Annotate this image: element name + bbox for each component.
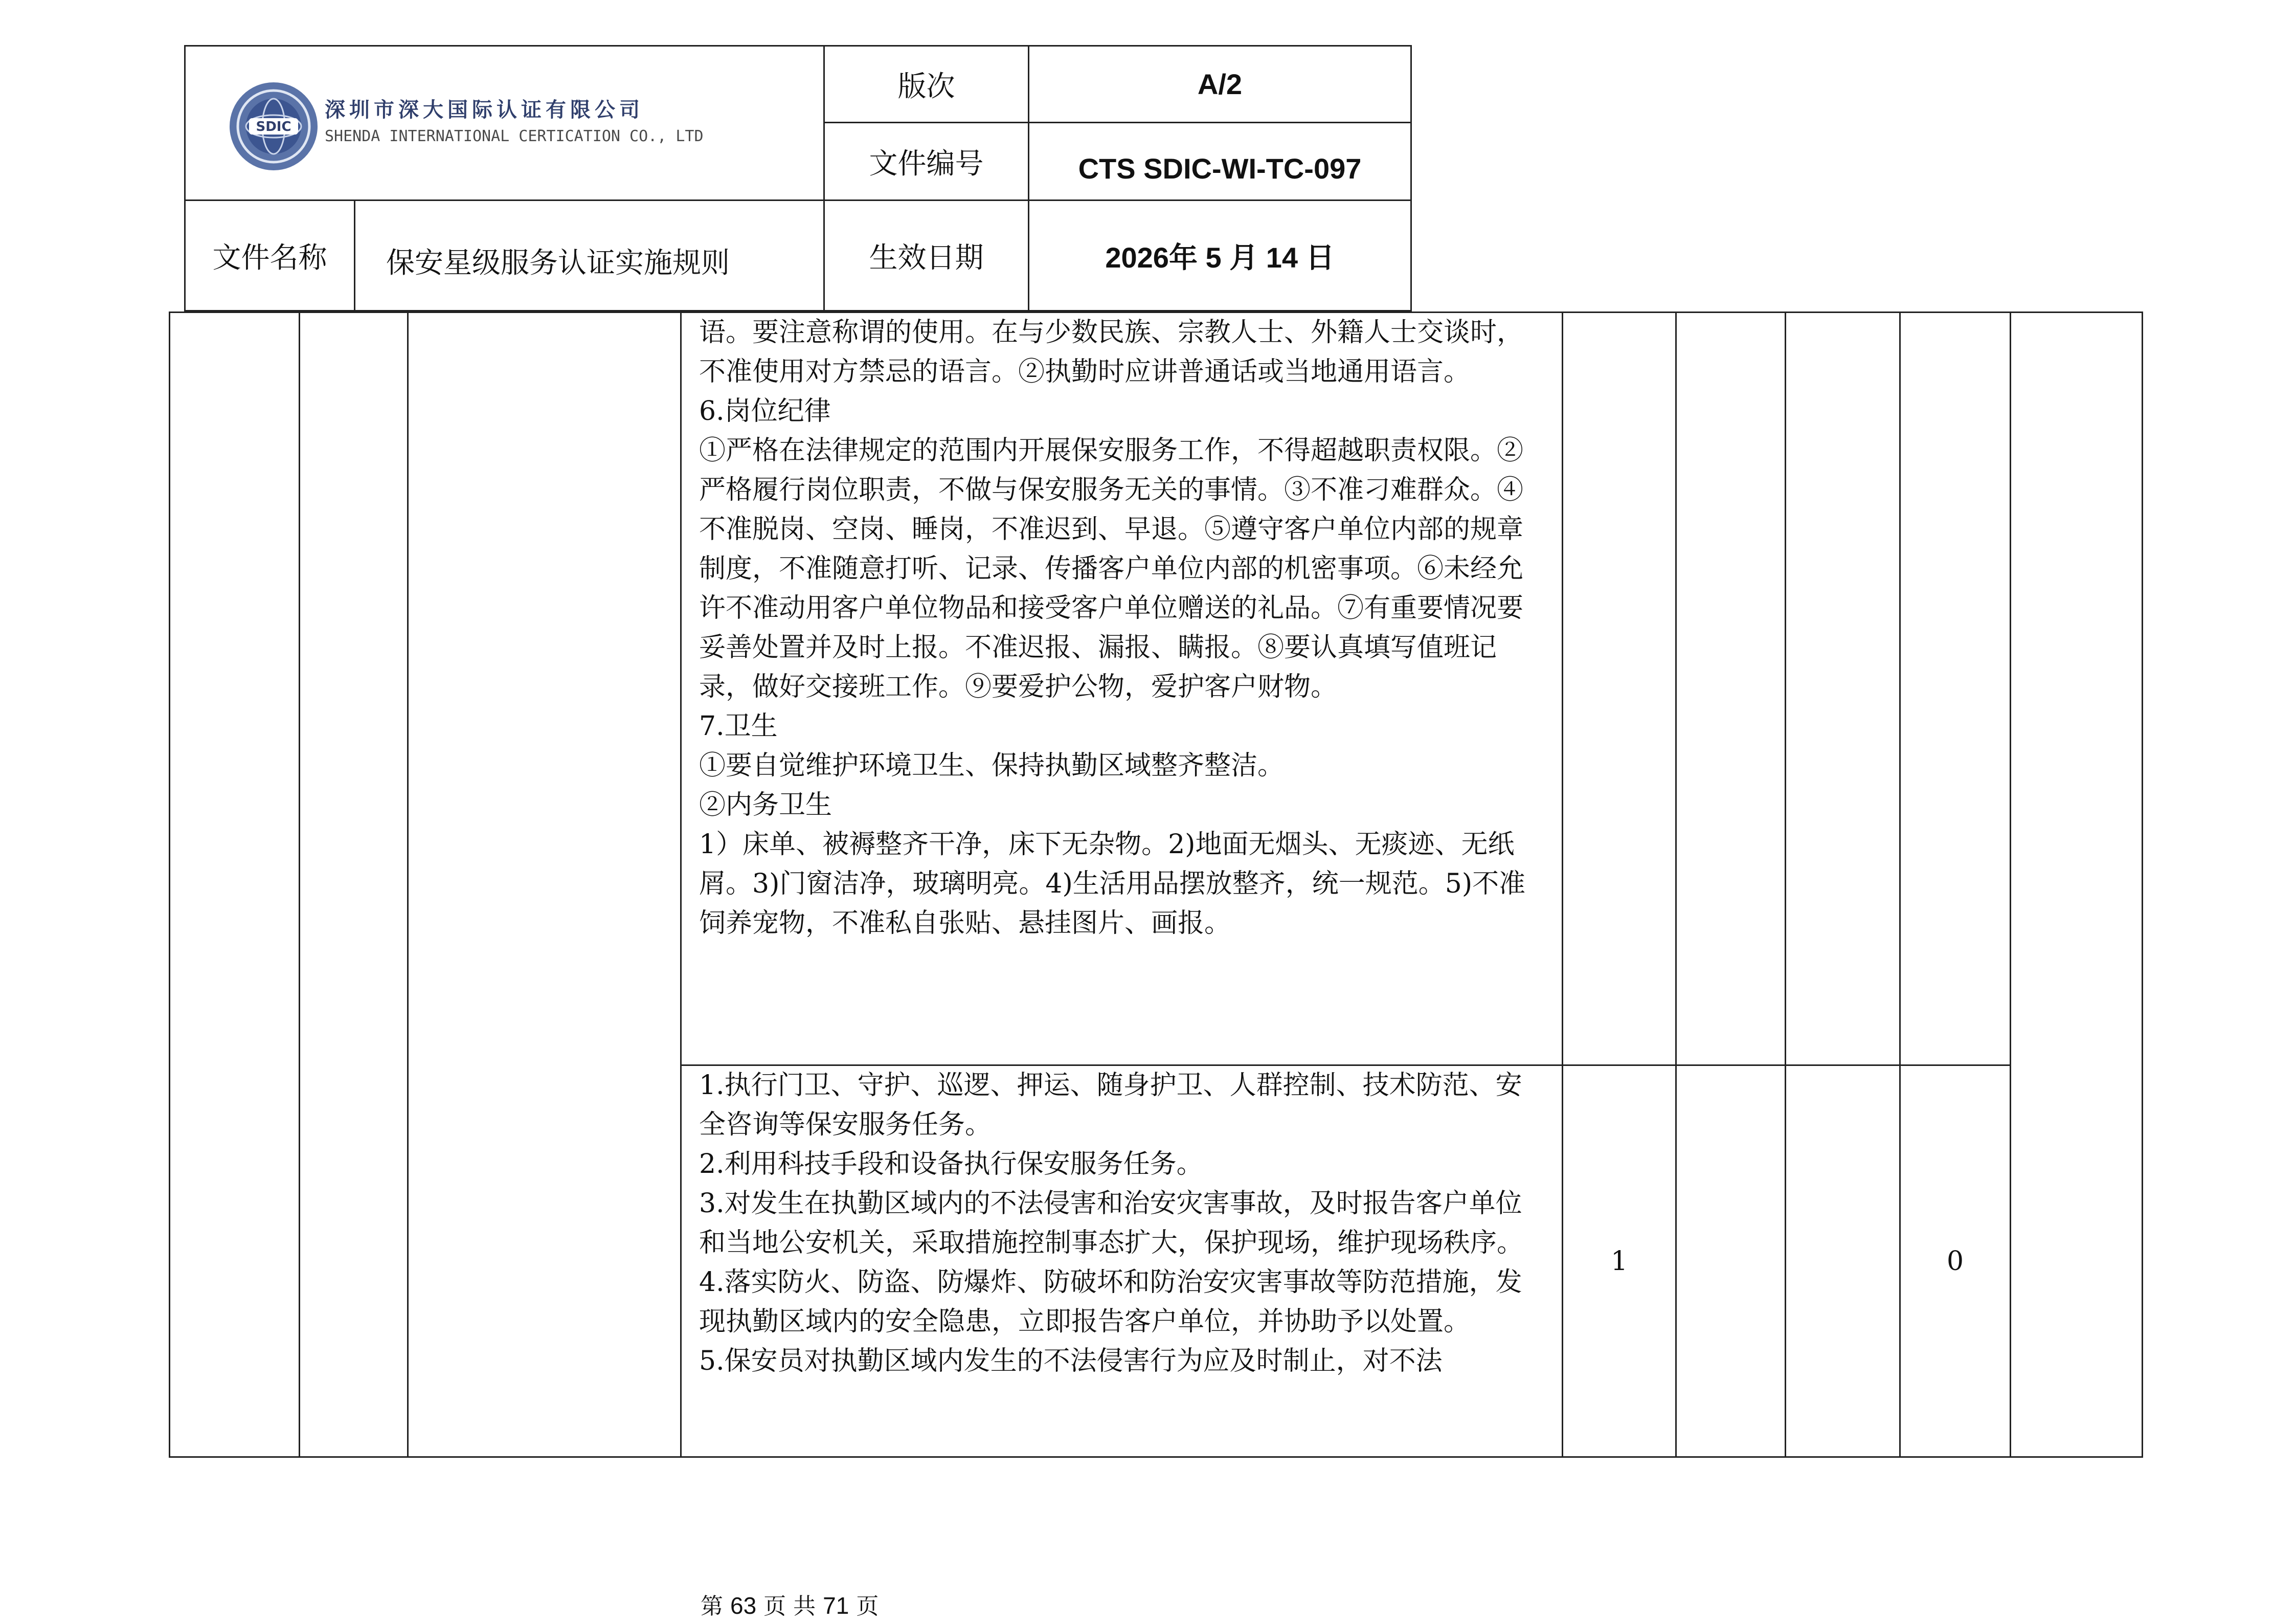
doc-name-value: 保安星级服务认证实施规则	[355, 201, 824, 311]
score-value-1: 1	[1563, 1065, 1676, 1457]
footer-text: 页 共	[763, 1593, 816, 1619]
paragraph: 3.对发生在执勤区域内的不法侵害和治安灾害事故，及时报告客户单位和当地公安机关，采取措施控制事态扩大，保护现场，维护现场秩序。	[699, 1188, 1524, 1258]
paragraph: 语。要注意称谓的使用。在与少数民族、宗教人士、外籍人士交谈时，不准使用对方禁忌的语言。②执勤时应讲普通话或当地通用语言。	[699, 317, 1524, 387]
table-cell	[170, 313, 300, 1457]
paragraph: 4.落实防火、防盗、防爆炸、防破坏和防治安灾害事故等防范措施，发现执勤区域内的安全隐患，立即报告客户单位，并协助予以处置。	[699, 1267, 1522, 1337]
table-cell	[2011, 313, 2143, 1457]
paragraph: 5.保安员对执勤区域内发生的不法侵害行为应及时制止，对不法	[699, 1346, 1443, 1376]
score-value-2: 0	[1900, 1065, 2011, 1457]
table-cell	[1676, 313, 1786, 1065]
rules-table	[169, 312, 2143, 1458]
docno-label: 文件编号	[824, 123, 1029, 201]
table-cell	[1786, 1065, 1900, 1457]
requirements-cell-2	[681, 1065, 1563, 1457]
page-footer	[701, 1588, 879, 1620]
version-label: 版次	[824, 46, 1029, 123]
doc-name-label: 文件名称	[185, 201, 355, 311]
paragraph: ②内务卫生	[699, 790, 832, 820]
table-cell	[1563, 313, 1676, 1065]
effective-date-value: 2026年 5 月 14 日	[1029, 201, 1411, 311]
table-cell	[1676, 1065, 1786, 1457]
sdic-logo-icon	[228, 80, 320, 172]
effective-date-label: 生效日期	[824, 201, 1029, 311]
version-value: A/2	[1029, 46, 1411, 123]
footer-text: 第	[701, 1593, 723, 1619]
company-name-en: SHENDA INTERNATIONAL CERTICATION CO., LTD	[325, 127, 704, 145]
docno-value: CTS SDIC-WI-TC-097	[1029, 123, 1411, 201]
table-cell	[1900, 313, 2011, 1065]
table-row	[170, 313, 2143, 1065]
paragraph: ①要自觉维护环境卫生、保持执勤区域整齐整洁。	[699, 750, 1285, 781]
requirements-cell-1	[681, 313, 1563, 1065]
company-logo-block	[185, 46, 824, 201]
footer-text: 页	[856, 1593, 879, 1619]
paragraph: 1）床单、被褥整齐干净，床下无杂物。2)地面无烟头、无痰迹、无纸屑。3)门窗洁净，玻璃明亮。4)生活用品摆放整齐，统一规范。5)不准饲养宠物，不准私自张贴、悬挂图片、画报。	[699, 829, 1526, 939]
company-name-cn: 深圳市深大国际认证有限公司	[325, 98, 644, 122]
table-cell	[300, 313, 408, 1457]
page-number: 63	[730, 1592, 757, 1619]
paragraph: 2.利用科技手段和设备执行保安服务任务。	[699, 1149, 1203, 1180]
paragraph: 6.岗位纪律	[699, 396, 831, 427]
page-total: 71	[823, 1592, 849, 1619]
table-cell	[1786, 313, 1900, 1065]
paragraph: ①严格在法律规定的范围内开展保安服务工作，不得超越职责权限。②严格履行岗位职责，不做与保安服务无关的事情。③不准刁难群众。④不准脱岗、空岗、睡岗，不准迟到、早退。⑤遵守客户单位内部的规章制度，不准随意打听、记录、传播客户单位内部的机密事项。⑥未经允许不准动用客户单位物品和接受客户单位赠送的礼品。⑦有重要情况要妥善处置并及时上报。不准迟报、漏报、瞒报。⑧要认真填写值班记录，做好交接班工作。⑨要爱护公物，爱护客户财物。	[699, 435, 1524, 702]
paragraph: 1.执行门卫、守护、巡逻、押运、随身护卫、人群控制、技术防范、安全咨询等保安服务任务。	[699, 1070, 1522, 1140]
paragraph: 7.卫生	[699, 711, 778, 742]
table-cell	[408, 313, 681, 1457]
svg-text:SDIC: SDIC	[256, 119, 291, 135]
document-header	[184, 45, 1412, 312]
